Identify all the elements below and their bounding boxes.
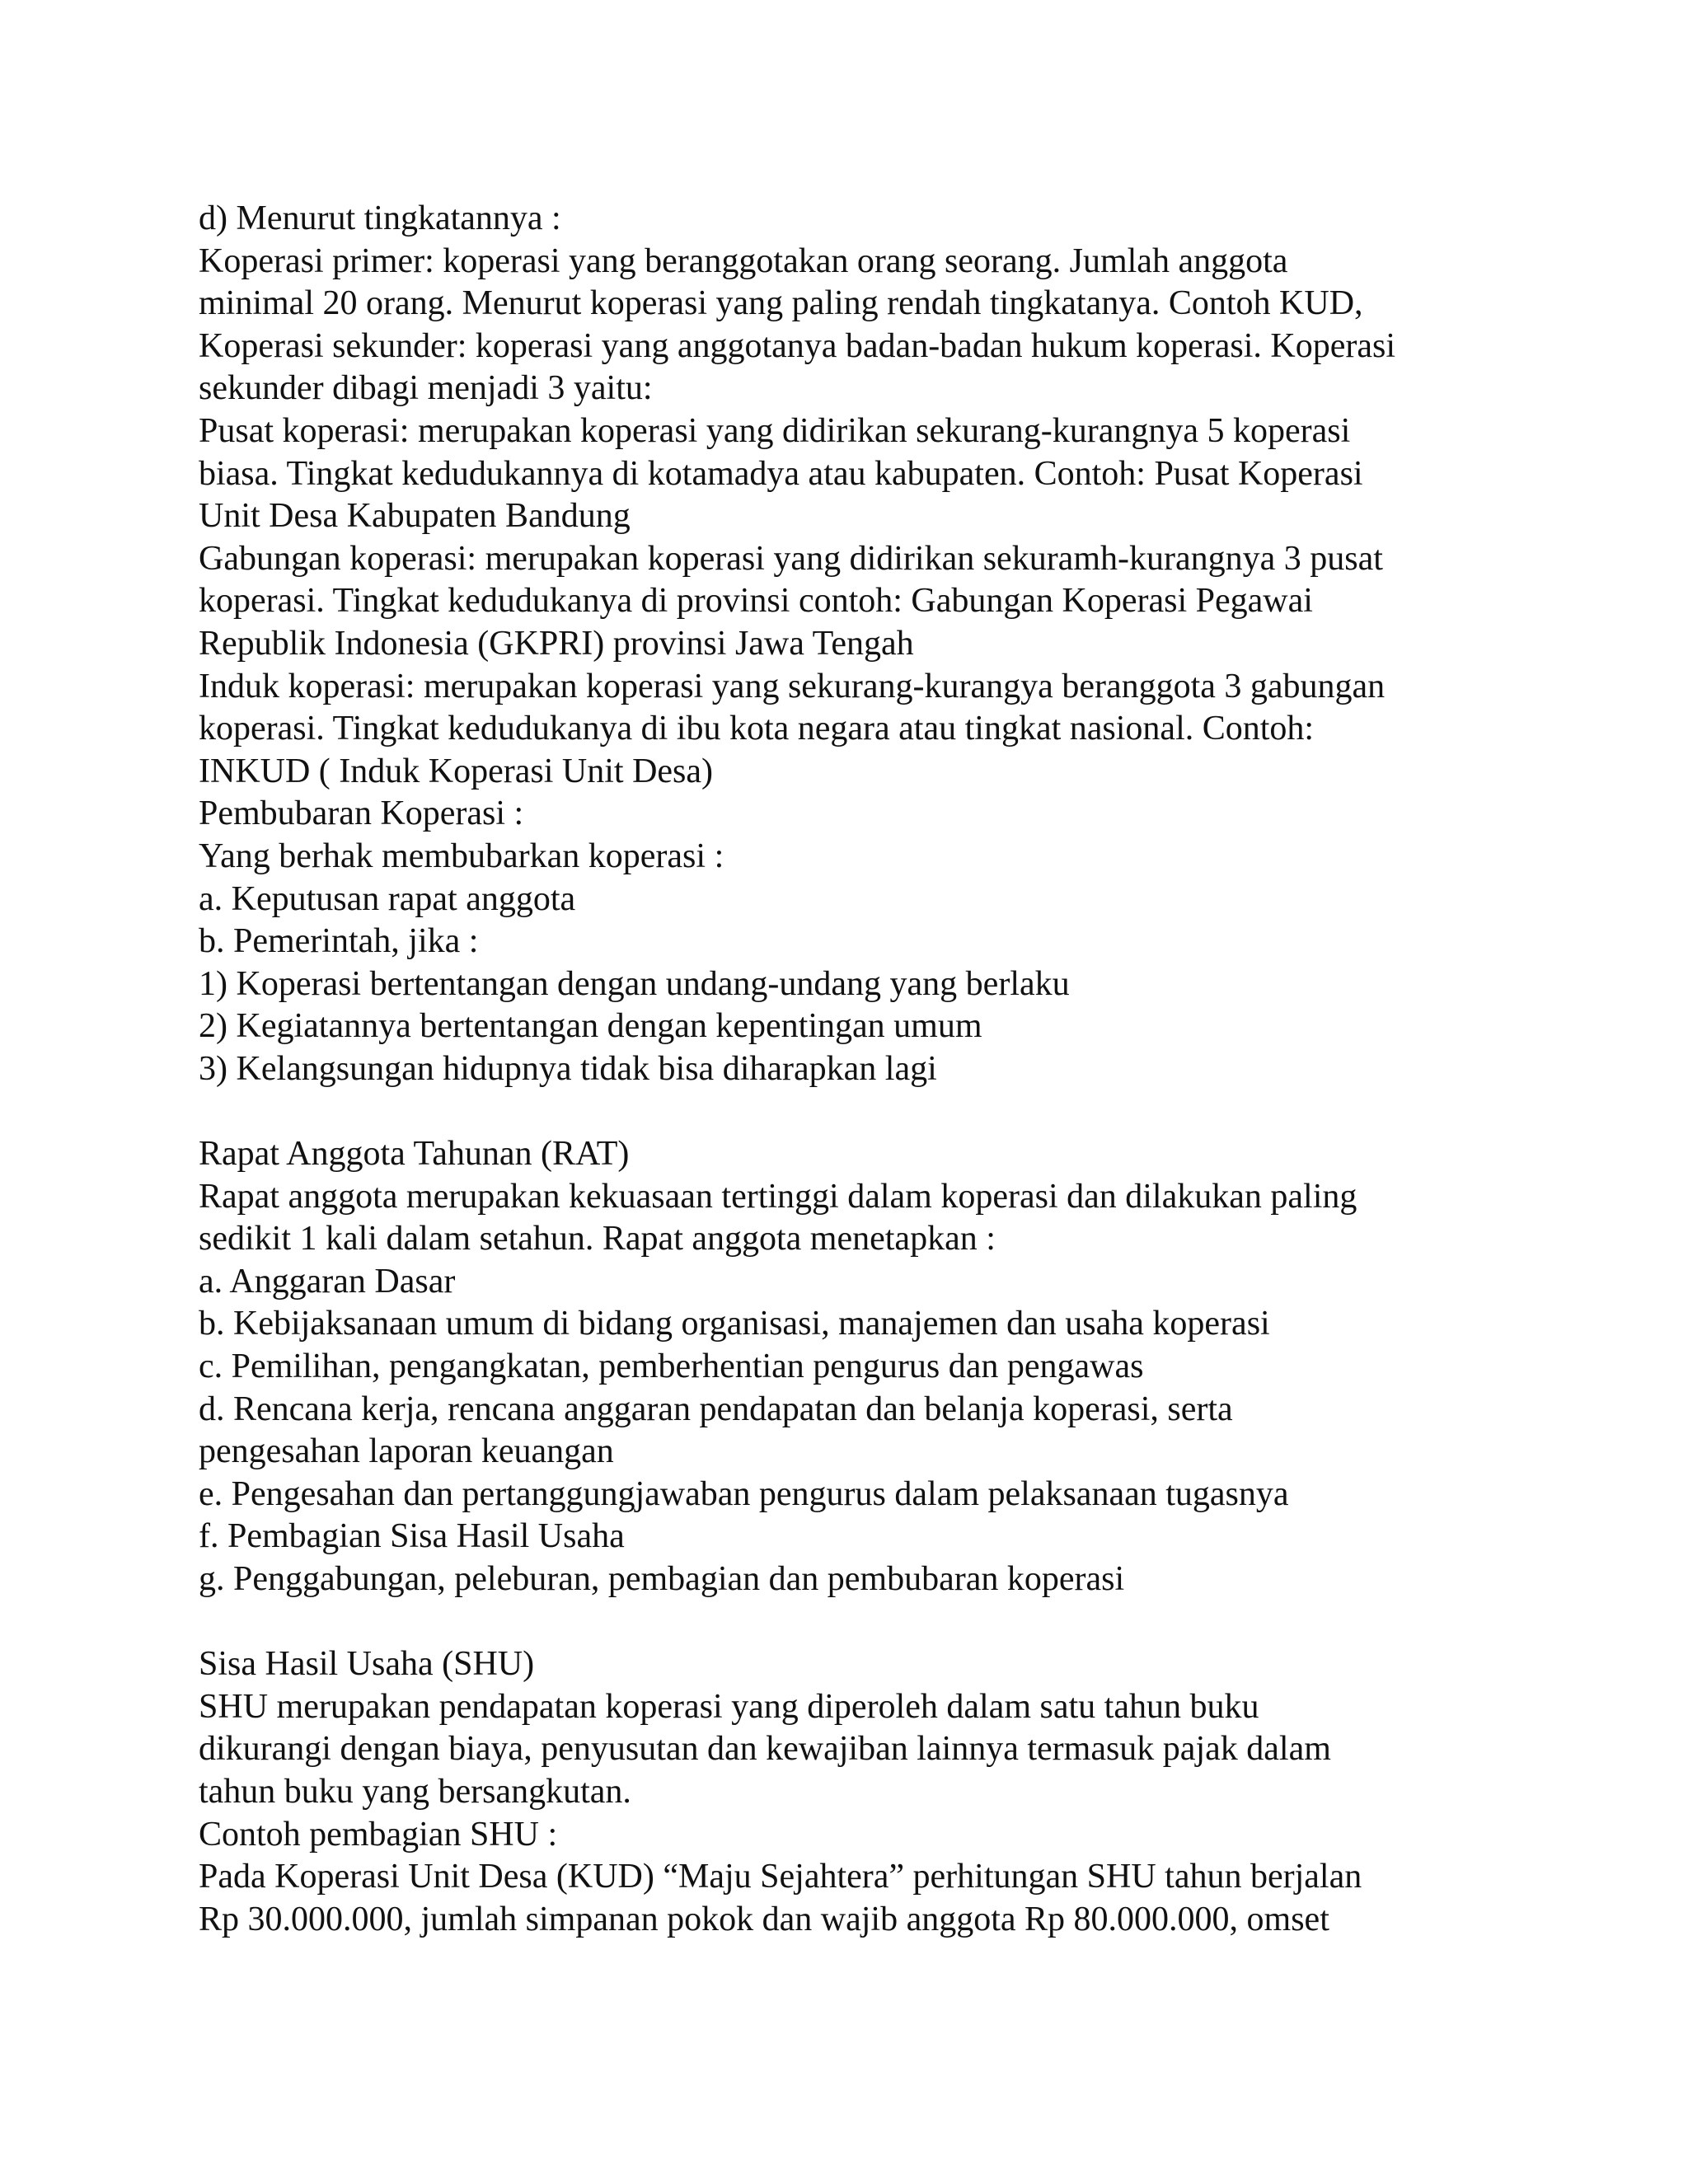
text-line: Rp 30.000.000, jumlah simpanan pokok dan wajib anggota Rp 80.000.000, omset (199, 1900, 1329, 1938)
text-line: minimal 20 orang. Menurut koperasi yang paling rendah tingkatanya. Contoh KUD, (199, 284, 1363, 323)
text-line: Republik Indonesia (GKPRI) provinsi Jawa Tengah (199, 624, 914, 663)
text-line: e. Pengesahan dan pertanggungjawaban pengurus dalam pelaksanaan tugasnya (199, 1474, 1289, 1513)
text-line: 1) Koperasi bertentangan dengan undang-undang yang berlaku (199, 964, 1070, 1003)
text-line: sedikit 1 kali dalam setahun. Rapat anggota menetapkan : (199, 1220, 996, 1258)
text-line: Yang berhak membubarkan koperasi : (199, 837, 724, 875)
text-line: a. Keputusan rapat anggota (199, 879, 576, 918)
text-line: 3) Kelangsungan hidupnya tidak bisa diharapkan lagi (199, 1049, 937, 1088)
text-line: c. Pemilihan, pengangkatan, pemberhentian pengurus dan pengawas (199, 1347, 1144, 1386)
text-line: d. Rencana kerja, rencana anggaran pendapatan dan belanja koperasi, serta (199, 1390, 1233, 1428)
text-line: biasa. Tingkat kedudukannya di kotamadya atau kabupaten. Contoh: Pusat Koperasi (199, 454, 1363, 493)
document-body (199, 198, 1550, 1941)
text-line: INKUD ( Induk Koperasi Unit Desa) (199, 752, 714, 790)
text-line: Unit Desa Kabupaten Bandung (199, 497, 631, 536)
text-line: dikurangi dengan biaya, penyusutan dan kewajiban lainnya termasuk pajak dalam (199, 1730, 1331, 1769)
text-line: Gabungan koperasi: merupakan koperasi yang didirikan sekuramh-kurangnya 3 pusat (199, 539, 1383, 578)
text-line: b. Pemerintah, jika : (199, 922, 479, 961)
text-line: Induk koperasi: merupakan koperasi yang sekurang-kurangya beranggota 3 gabungan (199, 667, 1386, 705)
text-line: b. Kebijaksanaan umum di bidang organisasi, manajemen dan usaha koperasi (199, 1305, 1270, 1343)
text-line: Pembubaran Koperasi : (199, 794, 524, 833)
text-line: Contoh pembagian SHU : (199, 1815, 558, 1854)
text-line: koperasi. Tingkat kedudukanya di ibu kota negara atau tingkat nasional. Contoh: (199, 710, 1315, 748)
blank-line (199, 1090, 1550, 1133)
text-line: d) Menurut tingkatannya : (199, 199, 561, 237)
blank-line (199, 1601, 1550, 1644)
text-line: SHU merupakan pendapatan koperasi yang diperoleh dalam satu tahun buku (199, 1687, 1259, 1726)
text-line: f. Pembagian Sisa Hasil Usaha (199, 1517, 625, 1556)
section-heading: Sisa Hasil Usaha (SHU) (199, 1645, 535, 1684)
text-line: 2) Kegiatannya bertentangan dengan kepentingan umum (199, 1007, 982, 1046)
text-line: sekunder dibagi menjadi 3 yaitu: (199, 369, 653, 408)
text-line: Koperasi primer: koperasi yang beranggotakan orang seorang. Jumlah anggota (199, 241, 1288, 280)
text-line: pengesahan laporan keuangan (199, 1432, 614, 1471)
text-line: Pusat koperasi: merupakan koperasi yang didirikan sekurang-kurangnya 5 koperasi (199, 411, 1351, 450)
text-line: koperasi. Tingkat kedudukanya di provinsi contoh: Gabungan Koperasi Pegawai (199, 582, 1313, 621)
text-line: tahun buku yang bersangkutan. (199, 1772, 631, 1811)
text-line: Rapat anggota merupakan kekuasaan tertinggi dalam koperasi dan dilakukan paling (199, 1177, 1357, 1216)
text-line: Koperasi sekunder: koperasi yang anggotanya badan-badan hukum koperasi. Koperasi (199, 326, 1396, 365)
text-line: Pada Koperasi Unit Desa (KUD) “Maju Sejahtera” perhitungan SHU tahun berjalan (199, 1858, 1362, 1896)
text-line: g. Penggabungan, peleburan, pembagian dan pembubaran koperasi (199, 1560, 1125, 1598)
text-line: a. Anggaran Dasar (199, 1262, 456, 1301)
section-heading: Rapat Anggota Tahunan (RAT) (199, 1135, 630, 1174)
